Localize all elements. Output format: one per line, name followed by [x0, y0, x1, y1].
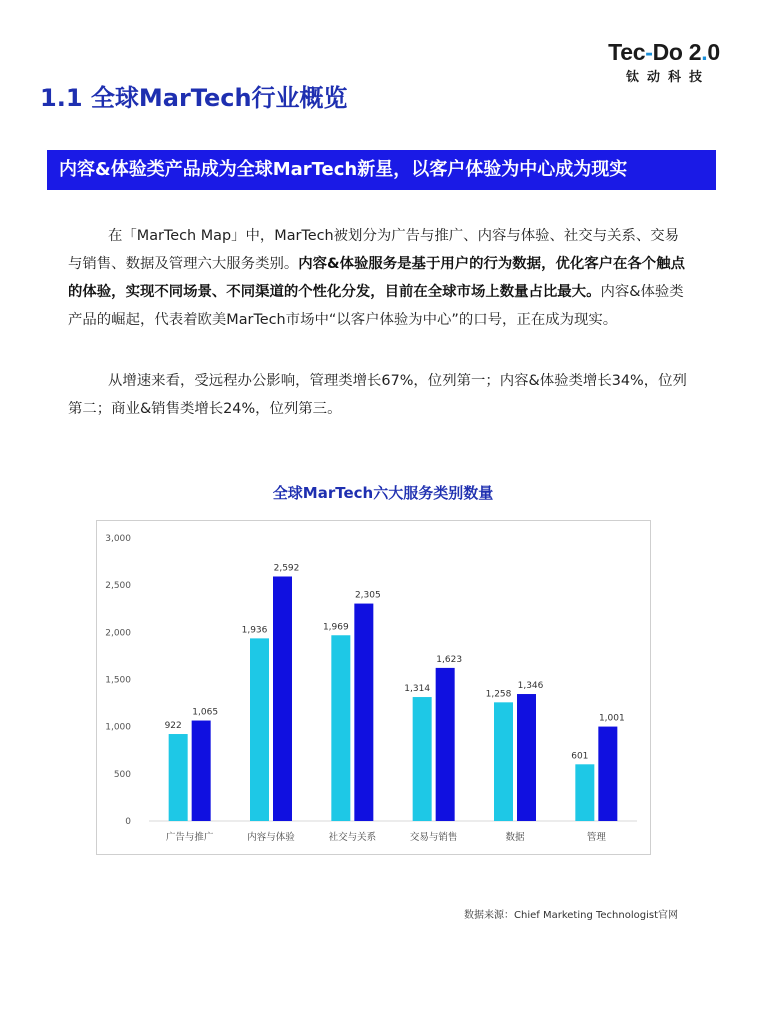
- data-label: 1,065: [192, 707, 219, 718]
- data-source: 数据来源：Chief Marketing Technologist官网: [464, 910, 678, 921]
- section-title: 1.1 全球MarTech行业概览: [40, 84, 348, 112]
- bar-series-1: [494, 702, 513, 821]
- y-tick-label: 1,500: [105, 675, 131, 686]
- data-label: 922: [164, 721, 182, 732]
- x-tick-label: 内容与体验: [247, 832, 295, 843]
- bar-series-2: [354, 604, 373, 821]
- bar-series-1: [250, 638, 269, 821]
- paragraph-2-text: 从增速来看，受远程办公影响，管理类增长67%，位列第一；内容&体验类增长34%，位列第二；商业&销售类增长24%，位列第三。: [68, 373, 687, 417]
- data-label: 1,314: [404, 684, 431, 695]
- paragraph-1-text: 在「MarTech Map」中，MarTech被划分为广告与推广、内容与体验、社交与关系、交易与销售、数据及管理六大服务类别。: [68, 228, 680, 272]
- y-tick-label: 2,500: [105, 581, 131, 592]
- y-tick-label: 3,000: [105, 534, 131, 544]
- bar-series-1: [575, 764, 594, 821]
- y-tick-label: 2,000: [105, 628, 131, 639]
- data-label: 2,592: [273, 563, 300, 574]
- chart-title: 全球MarTech六大服务类别数量: [272, 484, 494, 502]
- x-tick-label: 管理: [586, 832, 606, 843]
- bar-series-1: [413, 697, 432, 821]
- paragraph-1-bold: 内容&体验服务是基于用户的行为数据，优化客户在各个触点的体验，实现不同场景、不同渠道的个性化分发，目前在全球市场上数量占比最大。: [68, 256, 685, 300]
- y-tick-label: 1,000: [105, 722, 131, 733]
- bar-series-2: [436, 668, 455, 821]
- headline-banner: 内容&体验类产品成为全球MarTech新星，以客户体验为中心成为现实: [47, 150, 716, 190]
- bar-chart: [96, 520, 651, 855]
- bar-series-2: [517, 694, 536, 821]
- bar-series-1: [169, 734, 188, 821]
- paragraph-1-tail: 内容&体验类产品的崛起，代表着欧美MarTech市场中“以客户体验为中心”的口号，正在成为现实。: [68, 284, 684, 328]
- data-label: 1,001: [598, 713, 625, 724]
- data-label: 1,623: [436, 654, 463, 665]
- bar-series-2: [273, 576, 292, 821]
- bar-chart-canvas: [97, 521, 652, 856]
- logo: [608, 40, 720, 85]
- data-label: 1,258: [485, 689, 512, 700]
- logo-subtitle: 钛动科技: [625, 70, 710, 85]
- y-tick-label: 0: [125, 817, 131, 827]
- bar-series-1: [331, 635, 350, 821]
- data-label: 2,305: [354, 590, 381, 601]
- paragraph-1: [68, 222, 688, 334]
- bar-series-2: [598, 727, 617, 821]
- data-label: 1,346: [517, 681, 544, 692]
- logo-wordmark: Tec-Do 2.0: [608, 39, 720, 65]
- x-tick-label: 交易与销售: [409, 832, 458, 843]
- x-tick-label: 社交与关系: [328, 832, 377, 843]
- x-tick-label: 广告与推广: [165, 832, 214, 843]
- data-label: 1,936: [241, 625, 268, 636]
- paragraph-2: [68, 367, 688, 423]
- data-label: 1,969: [322, 622, 349, 633]
- x-tick-label: 数据: [505, 832, 525, 843]
- bar-series-2: [192, 721, 211, 821]
- data-label: 601: [571, 751, 589, 762]
- y-tick-label: 500: [113, 769, 131, 780]
